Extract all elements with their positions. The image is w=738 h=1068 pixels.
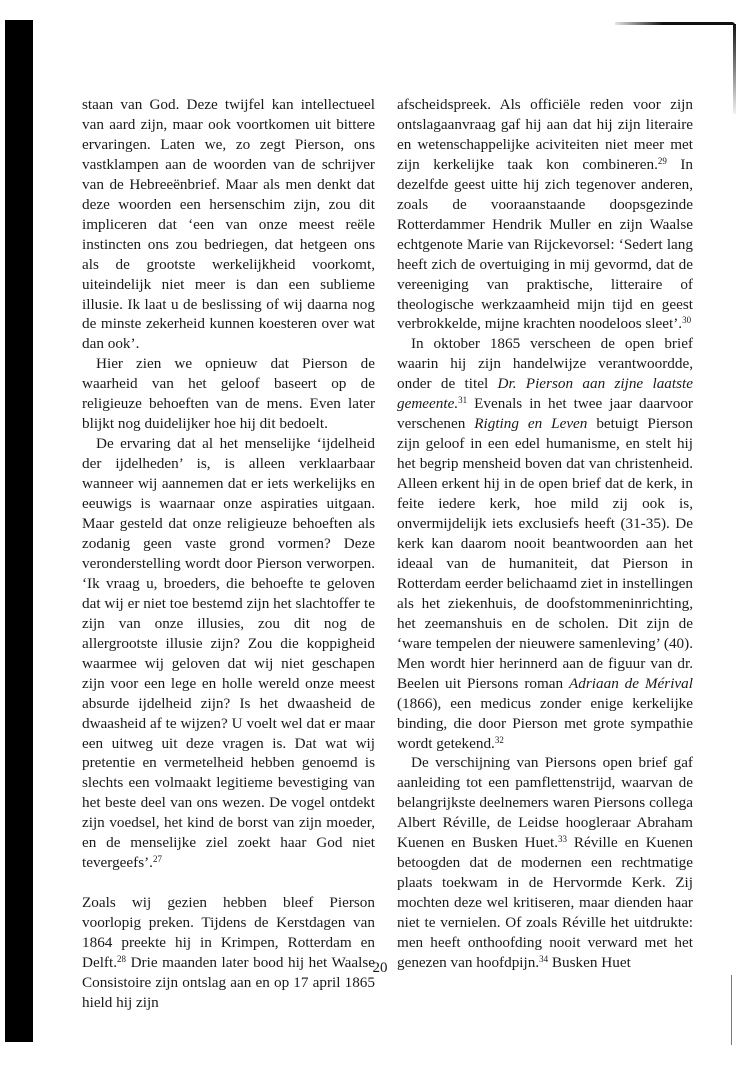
paragraph: In oktober 1865 verscheen de open brief waarin hij zijn handelwijze verantwoordde, onder de titel Dr. Pierson aan zijne laatste gemeente.$^{31}$ Evenals in het twee jaar daarvoor verschenen Rigting en Leven betuigt Pierson zijn geloof in een edel humanisme, en stelt hij het begrip mensheid boven dat van christenheid. Alleen erkent hij in de open brief dat de kerk, in feite iedere kerk, hoe mild zij ook is, onvermijdelijk iets exclusiefs heeft (31-35). De kerk kan daarom nooit beantwoorden aan het ideaal van de humaniteit, dat Pierson in Rotterdam eerder belichaamd ziet in instellingen als het ziekenhuis, de doofstommeninrichting, het zeemanshuis en de scholen. Dit zijn de ‘ware tempelen der nieuwere samenleving’ (40). Men wordt hier herinnerd aan de figuur van dr. Beelen uit Piersons roman Adriaan de Mérival (1866), een medicus zonder enige kerkelijke binding, die door Pierson met grote sympathie wordt getekend.$^{32}$: [397, 335, 693, 752]
page-number: 20: [372, 960, 388, 976]
book-title: Dr. Pierson aan zijne laatste gemeente.: [397, 375, 693, 413]
page-edge-top: [615, 22, 735, 25]
footnote-ref[interactable]: 29: [657, 155, 667, 166]
paragraph: Zoals wij gezien hebben bleef Pierson voorlopig preken. Tijdens de Kerstdagen van 1864 preekte hij in Krimpen, Rotterdam en Delft.$^{28}$ Drie maanden later bood hij het Waalse Consistoire zijn ontslag aan en op 17 april 1865 hield hij zijn: [82, 894, 375, 1011]
footnote-ref[interactable]: 30: [682, 315, 692, 326]
paragraph: De ervaring dat al het menselijke ‘ijdelheid der ijdelheden’ is, is alleen verklaarbaar wanneer wij aannemen dat er iets werkelijks en eeuwigs is waarnaar onze aspiraties uitgaan. Maar gesteld dat onze religieuze behoeften als zodanig geen vaste grond vormen? Deze veronderstelling wordt door Pierson verworpen. ‘Ik vraag u, broeders, die behoefte te geloven dat wij er niet toe bestemd zijn het slachtoffer te zijn van onze illusies, zou dit nog de allergrootste illusie zijn? Zou die koppigheid waarmee wij geloven dat wij niet geschapen zijn voor een lege en holle wereld onze meest absurde ijdelheid zijn? Is het dwaasheid de dwaasheid af te wijzen? U voelt wel dat er maar een uitweg uit deze vragen is. Dat wat wij pretentie en vermetelheid hebben genoemd is slechts een volmaakt legitieme bevestiging van het beste deel van ons wezen. De vogel ontdekt zijn voedsel, het kind de borst van zijn moeder, en de menselijke ziel zoekt haar God niet tevergeefs’.$^{27}$: [82, 435, 375, 872]
scan-binding-shadow: [5, 20, 33, 1042]
paragraph: Hier zien we opnieuw dat Pierson de waarheid van het geloof baseert op de religieuze behoeften van de mens. Even later blijkt nog duidelijker hoe hij dit bedoelt.: [82, 355, 375, 433]
right-column: [397, 95, 693, 973]
paragraph: afscheidspreek. Als officiële reden voor zijn ontslagaanvraag gaf hij aan dat hij zijn literaire en wetenschappelijke aciviteiten niet meer met zijn kerkelijke taak kon combineren.$^{29}$ In dezelfde geest uitte hij zich tegenover anderen, zoals de vooraanstaande doopsgezinde Rotterdammer Hendrik Muller en zijn Waalse echtgenote Marie van Rijckevorsel: ‘Sedert lang heeft zich de overtuiging in mij gevormd, dat de vereeniging van praktische, litteraire of theologische werkzaamheid mijn tijd en geest verbrokkelde, mijne krachten noodeloos sleet’.$^{30}$: [397, 96, 693, 333]
page-edge-right: [733, 24, 736, 114]
book-title: Adriaan de Mérival: [569, 674, 693, 692]
footnote-ref[interactable]: 27: [152, 854, 162, 865]
left-column: [82, 95, 375, 1013]
footnote-ref[interactable]: 32: [494, 734, 504, 745]
paragraph: De verschijning van Piersons open brief gaf aanleiding tot een pamflettenstrijd, waarvan de belangrijkste deelnemers waren Piersons collega Albert Réville, de Leidse hoogleraar Abraham Kuenen en Busken Huet.$^{33}$ Réville en Kuenen betoogden dat de modernen een rechtmatige plaats toekwam in de Hervormde Kerk. Zij mochten deze wel kritiseren, maar dienden haar niet te vernielen. Of zoals Réville het uitdrukte: men heeft onthoofding nooit verward met het genezen van hoofdpijn.$^{34}$ Busken Huet: [397, 754, 694, 971]
book-title: Rigting en Leven: [474, 415, 588, 433]
footnote-ref[interactable]: 28: [117, 953, 127, 964]
footnote-ref[interactable]: 31: [458, 395, 468, 406]
footnote-ref[interactable]: 33: [558, 834, 568, 845]
page-edge-right-lower: [731, 975, 732, 1045]
paragraph: staan van God. Deze twijfel kan intellectueel van aard zijn, maar ook voortkomen uit bittere ervaringen. Laten we, zo zegt Pierson, ons vastklampen aan de woorden van de schrijver van de Hebreeënbrief. Maar als men denkt dat deze woorden een hersenschim zijn, zou dit impliceren dat ‘een van onze meest reële instincten ons zou bedriegen, dat hetgeen ons als de grootste werkelijkheid voorkomt, uiteindelijk niet meer is dan een sublieme illusie. Ik laat u de beslissing of wij daarna nog de minste zekerheid kunnen koesteren over wat dan ook’.: [82, 96, 375, 353]
footnote-ref[interactable]: 34: [539, 953, 549, 964]
